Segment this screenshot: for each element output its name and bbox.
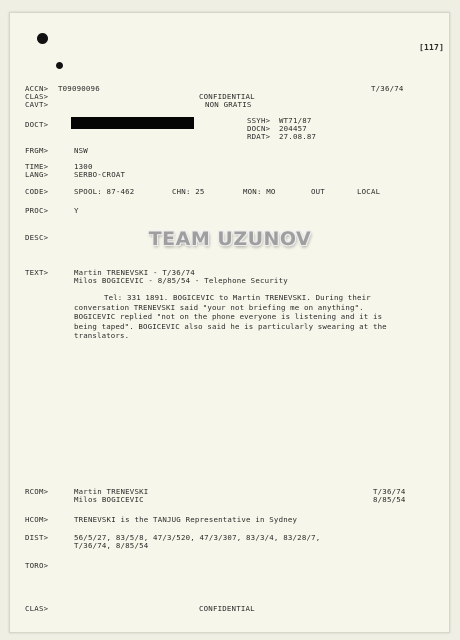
clas-bottom-value: CONFIDENTIAL	[199, 604, 255, 613]
time-value: 1300	[74, 162, 93, 171]
docn-label: DOCN>	[247, 124, 271, 133]
proc-value: Y	[74, 206, 79, 215]
rdat-value: 27.08.87	[279, 132, 317, 141]
hcom-value: TRENEVSKI is the TANJUG Representative in Sydney	[74, 515, 298, 524]
ssyh-label: SSYH>	[247, 116, 271, 125]
docn-value: 204457	[279, 124, 307, 133]
doct-label: DOCT>	[25, 120, 49, 129]
rcom-name-2: Milos BOGICEVIC	[74, 495, 144, 504]
text-body: Tel: 331 1891. BOGICEVIC to Martin TRENEVSKI. During their conversation TRENEVSKI said "your not briefing me on anything". BOGICEVIC replied "not on the phone everyone is listening and it is being taped". BOGICEVIC also said he is particularly swearing at the translators.	[74, 293, 387, 340]
reference-number: T/36/74	[371, 84, 404, 93]
frgm-value: NSW	[74, 146, 88, 155]
text-label: TEXT>	[25, 268, 49, 277]
spool-field: SPOOL: 87-462	[74, 187, 135, 196]
local-field: LOCAL	[357, 187, 381, 196]
dist-line-1: 56/5/27, 83/5/8, 47/3/520, 47/3/307, 83/3/4, 83/28/7,	[74, 533, 321, 542]
clas-value: CONFIDENTIAL	[199, 92, 255, 101]
punch-hole	[56, 62, 63, 69]
dist-label: DIST>	[25, 533, 49, 542]
rcom-ref-1: T/36/74	[373, 487, 406, 496]
frgm-label: FRGM>	[25, 146, 49, 155]
ssyh-value: WT71/87	[279, 116, 312, 125]
text-subject-2: Milos BOGICEVIC - 8/85/54 - Telephone Security	[74, 276, 288, 285]
page-number: [117]	[419, 43, 445, 52]
time-label: TIME>	[25, 162, 49, 171]
cavt-label: CAVT>	[25, 100, 49, 109]
rcom-ref-2: 8/85/54	[373, 495, 406, 504]
accn-label: ACCN>	[25, 84, 49, 93]
proc-label: PROC>	[25, 206, 49, 215]
dist-line-2: T/36/74, 8/85/54	[74, 541, 149, 550]
out-field: OUT	[311, 187, 325, 196]
desc-label: DESC>	[25, 233, 49, 242]
monitor-field: MON: MO	[243, 187, 276, 196]
cavt-value: NON GRATIS	[205, 100, 252, 109]
lang-label: LANG>	[25, 170, 49, 179]
clas-label: CLAS>	[25, 92, 49, 101]
accn-value: T09090096	[58, 84, 100, 93]
toro-label: TORO>	[25, 561, 49, 570]
clas-bottom-label: CLAS>	[25, 604, 49, 613]
hcom-label: HCOM>	[25, 515, 49, 524]
rcom-label: RCOM>	[25, 487, 49, 496]
channel-field: CHN: 25	[172, 187, 205, 196]
rcom-name-1: Martin TRENEVSKI	[74, 487, 149, 496]
punch-hole	[37, 33, 48, 44]
redaction-bar	[71, 117, 194, 129]
lang-value: SERBO-CROAT	[74, 170, 126, 179]
text-subject-1: Martin TRENEVSKI - T/36/74	[74, 268, 195, 277]
rdat-label: RDAT>	[247, 132, 271, 141]
watermark: TEAM UZUNOV	[148, 228, 312, 250]
code-label: CODE>	[25, 187, 49, 196]
